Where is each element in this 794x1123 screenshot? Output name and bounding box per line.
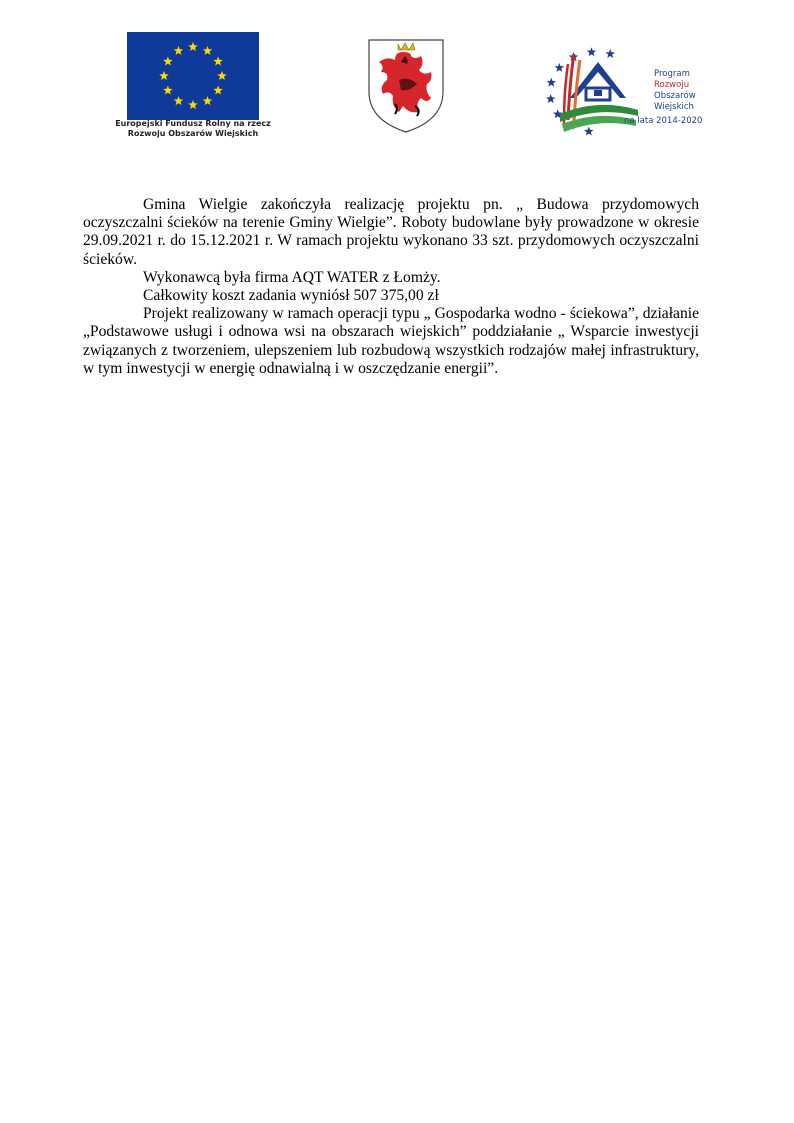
prow-star-icon <box>547 78 557 87</box>
prow-star-icon <box>584 127 594 136</box>
prow-star-icon <box>555 63 565 72</box>
document-body <box>83 196 699 378</box>
prow-star-icon <box>546 94 556 103</box>
prow-text-line: Obszarów <box>654 91 696 101</box>
prow-years-label: na lata 2014-2020 <box>624 116 703 126</box>
paragraph-total-cost: Całkowity koszt zadania wyniósł 507 375,00 zł <box>143 287 439 305</box>
prow-text-line: Program <box>654 69 690 79</box>
coat-of-arms-logo <box>365 34 447 134</box>
eu-flag-logo <box>127 32 259 120</box>
prow-program-name <box>654 69 696 113</box>
paragraph-contractor: Wykonawcą była firma AQT WATER z Łomży. <box>143 268 441 286</box>
prow-star-icon <box>605 49 615 58</box>
eu-caption-line: Europejski Fundusz Rolny na rzecz <box>115 119 271 128</box>
paragraph-project-completed: Gmina Wielgie zakończyła realizację projektu pn. „ Budowa przydomowych oczyszczalni ścieków na terenie Gminy Wielgie”. Roboty budowlane były prowadzone w okresie 29.09.2021 r. do 15.12.2021 r. W ramach projektu wykonano 33 szt. przydomowych oczyszczalni ścieków. <box>83 196 699 268</box>
prow-text-line: Rozwoju <box>654 80 690 90</box>
eu-fund-caption <box>112 119 274 139</box>
prow-text-line: Wiejskich <box>654 102 694 112</box>
prow-star-icon <box>587 47 597 56</box>
paragraph-program-details: Projekt realizowany w ramach operacji typu „ Gospodarka wodno - ściekowa”, działanie „Podstawowe usługi i odnowa wsi na obszarach wiejskich” poddziałanie „ Wsparcie inwestycji związanych z tworzeniem, ulepszeniem lub rozbudową wszystkich rodzajów małej infrastruktury, w tym inwestycji w energię odnawialną i w oszczędzanie energii”. <box>83 305 699 377</box>
eu-caption-line: Rozwoju Obszarów Wiejskich <box>127 129 259 138</box>
